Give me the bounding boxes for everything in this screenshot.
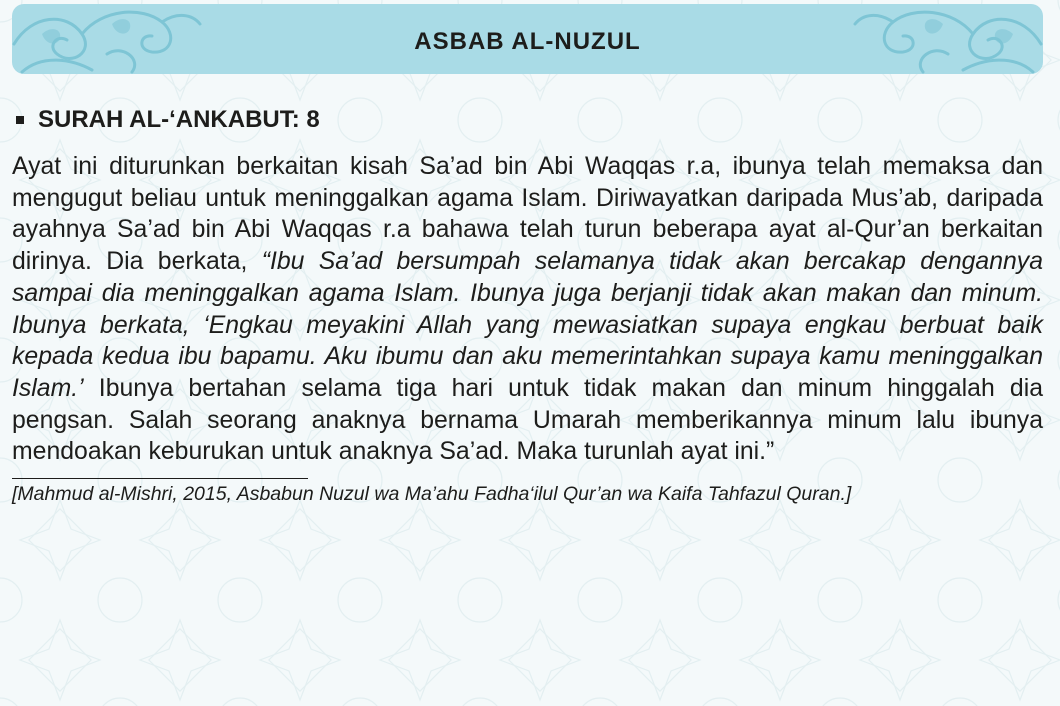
body-text-end: Ibunya bertahan selama tiga hari untuk tidak makan dan minum hinggalah dia pengsan. Salah seorang anaknya bernama Umarah memberikannya minum lalu ibunya mendoakan keburukan untuk anaknya Sa’ad. Maka turunlah ayat ini.” <box>12 374 1043 466</box>
main-content <box>12 100 1043 506</box>
section-heading <box>12 100 1043 140</box>
square-bullet-icon <box>16 116 24 124</box>
header-title: ASBAB AL-NUZUL <box>414 28 641 55</box>
citation-reference: [Mahmud al-Mishri, 2015, Asbabun Nuzul wa Ma’ahu Fadha‘ilul Qur’an wa Kaifa Tahfazul Quran.] <box>12 483 852 506</box>
body-text-intro: Ayat ini diturunkan berkaitan kisah Sa’ad bin Abi Waqqas r.a, ibunya telah memaksa dan mengugut beliau untuk meninggalkan agama Islam. Diriwayatkan daripada Mus’ab, daripada ayahnya Sa’ad bin Abi Waqqas r.a bahawa telah turun beberapa ayat al-Qur’an berkaitan dirinya. Dia berkata, <box>12 153 1043 276</box>
body-paragraph <box>12 151 1043 468</box>
section-heading-text: SURAH AL-‘ANKABUT: 8 <box>38 106 320 133</box>
citation-divider <box>12 478 308 479</box>
body-text-quote: “Ibu Sa’ad bersumpah selamanya tidak akan bercakap dengannya sampai dia meninggalkan agama Islam. Ibunya juga berjanji tidak akan makan dan minum. Ibunya berkata, ‘Engkau meyakini Allah yang mewasiatkan supaya engkau berbuat baik kepada kedua ibu bapamu. Aku ibumu dan aku memerintahkan supaya kamu meninggalkan Islam.’ <box>12 248 1043 402</box>
header-banner <box>12 4 1043 74</box>
